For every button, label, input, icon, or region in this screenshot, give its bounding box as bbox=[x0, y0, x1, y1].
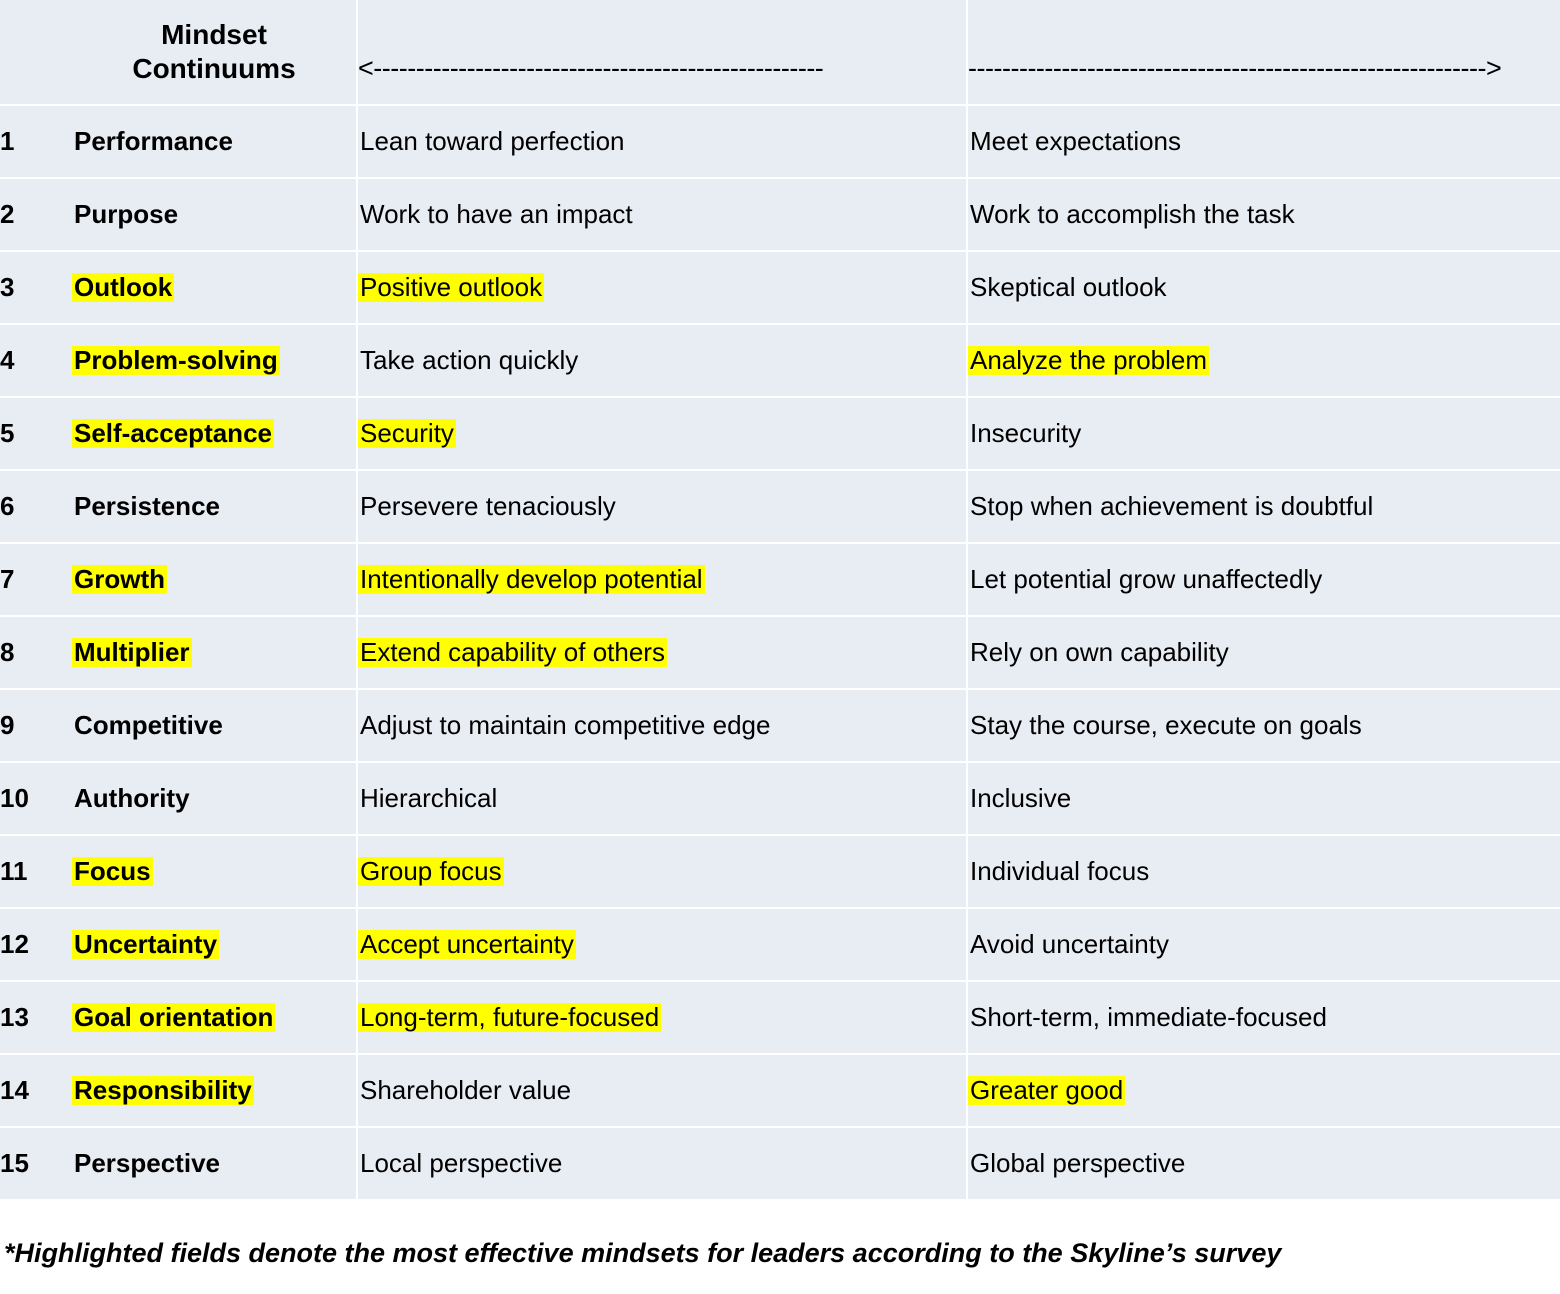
right-pole-cell bbox=[967, 1127, 1560, 1200]
continuum-name-cell bbox=[72, 397, 357, 470]
table-row bbox=[0, 324, 1560, 397]
continuum-name-cell bbox=[72, 908, 357, 981]
right-pole-cell bbox=[967, 178, 1560, 251]
right-pole-text: Skeptical outlook bbox=[970, 271, 1167, 302]
continuum-name: Problem-solving bbox=[74, 344, 278, 375]
header-left-arrow-cell bbox=[357, 0, 967, 105]
header-title-cell bbox=[72, 0, 357, 105]
continuum-name-cell bbox=[72, 105, 357, 178]
right-pole-cell bbox=[967, 908, 1560, 981]
table-row bbox=[0, 616, 1560, 689]
right-pole-text: Avoid uncertainty bbox=[970, 928, 1169, 959]
continuum-name: Purpose bbox=[74, 198, 179, 229]
row-number: 7 bbox=[0, 543, 72, 616]
left-pole-text: Extend capability of others bbox=[360, 636, 665, 667]
left-pole-text: Adjust to maintain competitive edge bbox=[360, 709, 771, 740]
table-row bbox=[0, 543, 1560, 616]
right-pole-text: Stop when achievement is doubtful bbox=[970, 490, 1374, 521]
left-pole-text: Shareholder value bbox=[360, 1074, 572, 1105]
continuum-name: Focus bbox=[74, 855, 151, 886]
continuum-name: Responsibility bbox=[74, 1074, 252, 1105]
right-pole-text: Inclusive bbox=[970, 782, 1072, 813]
row-number: 4 bbox=[0, 324, 72, 397]
right-pole-text: Greater good bbox=[970, 1074, 1124, 1105]
right-pole-text: Work to accomplish the task bbox=[970, 198, 1295, 229]
table-row bbox=[0, 397, 1560, 470]
continuum-name: Authority bbox=[74, 782, 190, 813]
continuum-name-cell bbox=[72, 251, 357, 324]
left-pole-text: Positive outlook bbox=[360, 271, 543, 302]
row-number: 2 bbox=[0, 178, 72, 251]
table-row bbox=[0, 981, 1560, 1054]
left-pole-cell bbox=[357, 470, 967, 543]
left-pole-cell bbox=[357, 178, 967, 251]
left-pole-text: Persevere tenaciously bbox=[360, 490, 616, 521]
continuum-name-cell bbox=[72, 1054, 357, 1127]
row-number: 3 bbox=[0, 251, 72, 324]
right-pole-cell bbox=[967, 470, 1560, 543]
table-row bbox=[0, 689, 1560, 762]
right-pole-cell bbox=[967, 1054, 1560, 1127]
continuum-name: Self-acceptance bbox=[74, 417, 272, 448]
left-pole-cell bbox=[357, 908, 967, 981]
right-pole-cell bbox=[967, 543, 1560, 616]
right-pole-cell bbox=[967, 616, 1560, 689]
row-number: 6 bbox=[0, 470, 72, 543]
continuum-name-cell bbox=[72, 689, 357, 762]
table-row bbox=[0, 470, 1560, 543]
left-pole-cell bbox=[357, 324, 967, 397]
header-title-line2: Continuums bbox=[132, 53, 296, 84]
row-number: 10 bbox=[0, 762, 72, 835]
right-pole-cell bbox=[967, 251, 1560, 324]
right-pole-text: Rely on own capability bbox=[970, 636, 1229, 667]
row-number: 12 bbox=[0, 908, 72, 981]
row-number: 1 bbox=[0, 105, 72, 178]
right-pole-text: Individual focus bbox=[970, 855, 1150, 886]
continuum-name: Multiplier bbox=[74, 636, 190, 667]
continuum-name-cell bbox=[72, 762, 357, 835]
continuum-name-cell bbox=[72, 981, 357, 1054]
continuum-name: Perspective bbox=[74, 1147, 220, 1178]
left-pole-cell bbox=[357, 981, 967, 1054]
table-row bbox=[0, 762, 1560, 835]
left-pole-cell bbox=[357, 397, 967, 470]
right-pole-cell bbox=[967, 981, 1560, 1054]
row-number: 5 bbox=[0, 397, 72, 470]
left-pole-text: Group focus bbox=[360, 855, 502, 886]
left-pole-text: Work to have an impact bbox=[360, 198, 633, 229]
left-arrow-icon: <----------------------------------------------------- bbox=[358, 53, 824, 84]
table-row bbox=[0, 1054, 1560, 1127]
continuum-name: Performance bbox=[74, 125, 233, 156]
row-number: 13 bbox=[0, 981, 72, 1054]
left-pole-text: Intentionally develop potential bbox=[360, 563, 703, 594]
right-arrow-icon: -------------------------------------------------------------> bbox=[968, 53, 1502, 84]
left-pole-text: Lean toward perfection bbox=[360, 125, 625, 156]
right-pole-text: Meet expectations bbox=[970, 125, 1182, 156]
row-number: 15 bbox=[0, 1127, 72, 1200]
left-pole-cell bbox=[357, 689, 967, 762]
right-pole-text: Stay the course, execute on goals bbox=[970, 709, 1362, 740]
left-pole-cell bbox=[357, 762, 967, 835]
table-row bbox=[0, 251, 1560, 324]
right-pole-text: Let potential grow unaffectedly bbox=[970, 563, 1323, 594]
continuum-name-cell bbox=[72, 470, 357, 543]
right-pole-cell bbox=[967, 324, 1560, 397]
right-pole-cell bbox=[967, 762, 1560, 835]
continuum-name: Goal orientation bbox=[74, 1001, 274, 1032]
left-pole-cell bbox=[357, 1127, 967, 1200]
table-row bbox=[0, 105, 1560, 178]
row-number: 9 bbox=[0, 689, 72, 762]
right-pole-text: Insecurity bbox=[970, 417, 1082, 448]
left-pole-text: Security bbox=[360, 417, 454, 448]
right-pole-cell bbox=[967, 105, 1560, 178]
header-num-cell bbox=[0, 0, 72, 105]
row-number: 8 bbox=[0, 616, 72, 689]
continuum-name-cell bbox=[72, 324, 357, 397]
right-pole-text: Short-term, immediate-focused bbox=[970, 1001, 1327, 1032]
right-pole-text: Global perspective bbox=[970, 1147, 1186, 1178]
table-row bbox=[0, 1127, 1560, 1200]
row-number: 11 bbox=[0, 835, 72, 908]
table-row bbox=[0, 178, 1560, 251]
continuum-name-cell bbox=[72, 543, 357, 616]
left-pole-text: Long-term, future-focused bbox=[360, 1001, 660, 1032]
header-title-line1: Mindset bbox=[161, 19, 267, 51]
left-pole-cell bbox=[357, 251, 967, 324]
left-pole-cell bbox=[357, 616, 967, 689]
continuum-name: Uncertainty bbox=[74, 928, 218, 959]
continuum-name: Growth bbox=[74, 563, 165, 594]
left-pole-text: Accept uncertainty bbox=[360, 928, 574, 959]
continuum-name: Competitive bbox=[74, 709, 223, 740]
left-pole-cell bbox=[357, 835, 967, 908]
table-header-row bbox=[0, 0, 1560, 105]
continuum-name-cell bbox=[72, 616, 357, 689]
left-pole-text: Take action quickly bbox=[360, 344, 579, 375]
continuum-name-cell bbox=[72, 178, 357, 251]
continuum-name-cell bbox=[72, 835, 357, 908]
table-row bbox=[0, 908, 1560, 981]
table-row bbox=[0, 835, 1560, 908]
right-pole-cell bbox=[967, 689, 1560, 762]
right-pole-cell bbox=[967, 397, 1560, 470]
left-pole-text: Hierarchical bbox=[360, 782, 498, 813]
left-pole-text: Local perspective bbox=[360, 1147, 563, 1178]
right-pole-cell bbox=[967, 835, 1560, 908]
footnote: *Highlighted fields denote the most effective mindsets for leaders according to the Skyline’s survey bbox=[4, 1238, 1282, 1268]
left-pole-cell bbox=[357, 543, 967, 616]
row-number: 14 bbox=[0, 1054, 72, 1127]
continuum-name: Persistence bbox=[74, 490, 220, 521]
left-pole-cell bbox=[357, 1054, 967, 1127]
header-right-arrow-cell bbox=[967, 0, 1560, 105]
left-pole-cell bbox=[357, 105, 967, 178]
continuum-name: Outlook bbox=[74, 271, 173, 302]
continuum-name-cell bbox=[72, 1127, 357, 1200]
right-pole-text: Analyze the problem bbox=[970, 344, 1208, 375]
